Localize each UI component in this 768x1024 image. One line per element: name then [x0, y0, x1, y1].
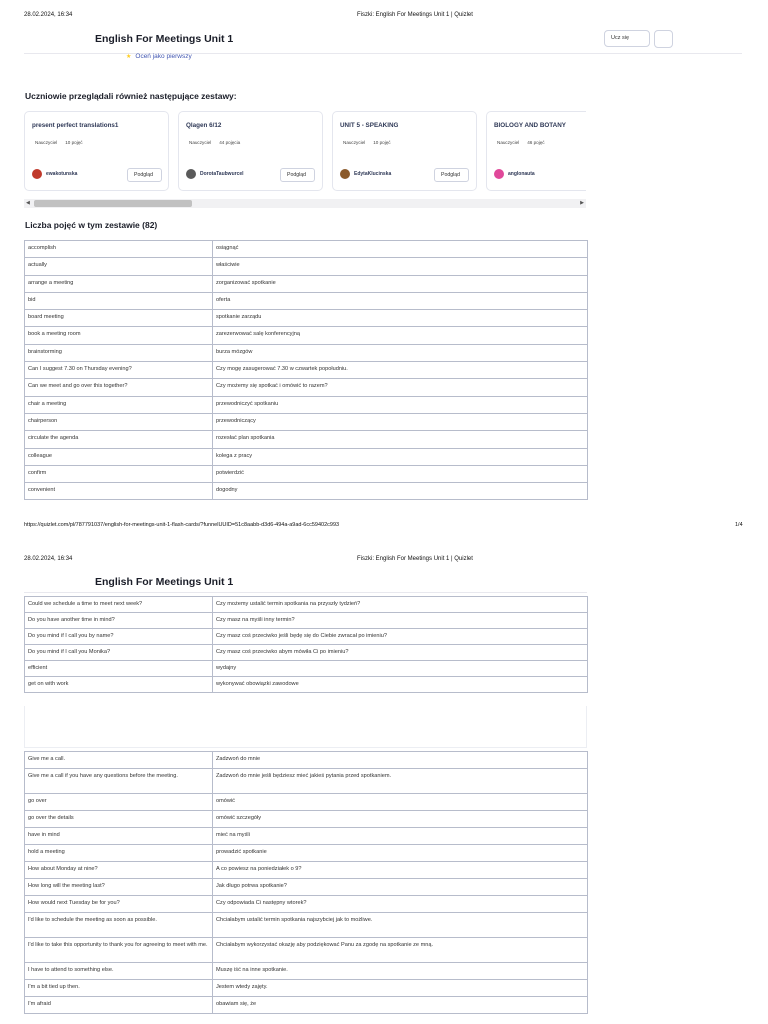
- ad-placeholder: [24, 706, 587, 748]
- term-cell: go over the details: [25, 811, 213, 828]
- term-row: [25, 862, 588, 879]
- definition-cell: Czy możemy ustalić termin spotkania na przyszły tydzień?: [213, 597, 588, 613]
- set-title: English For Meetings Unit 1: [95, 33, 234, 45]
- definition-cell: potwierdzić: [213, 465, 588, 482]
- term-row: [25, 794, 588, 811]
- term-row: [25, 676, 588, 692]
- term-cell: accomplish: [25, 241, 213, 258]
- card-meta: Nauczyciel 46 pojęć: [497, 140, 545, 145]
- term-cell: efficient: [25, 660, 213, 676]
- term-row: [25, 612, 588, 628]
- term-row: [25, 980, 588, 997]
- term-row: [25, 811, 588, 828]
- card-title: present perfect translations1: [32, 122, 119, 129]
- term-cell: Give me a call if you have any questions before the meeting.: [25, 769, 213, 794]
- term-row: [25, 327, 588, 344]
- term-cell: I'm a bit tied up then.: [25, 980, 213, 997]
- term-row: [25, 292, 588, 309]
- definition-cell: mieć na myśli: [213, 828, 588, 845]
- definition-cell: Jak długo potrwa spotkanie?: [213, 879, 588, 896]
- definition-cell: prowadzić spotkanie: [213, 845, 588, 862]
- card-author[interactable]: DorotaTaubwurcel: [200, 171, 244, 177]
- avatar: [494, 169, 504, 179]
- avatar: [340, 169, 350, 179]
- preview-button[interactable]: Podgląd: [434, 168, 469, 182]
- card-meta: Nauczyciel 44 pojęcia: [189, 140, 241, 145]
- definition-cell: Czy odpowiada Ci następny wtorek?: [213, 896, 588, 913]
- term-row: [25, 879, 588, 896]
- related-sets-heading: Uczniowie przeglądali również następujące zestawy:: [25, 91, 237, 101]
- definition-cell: A co powiesz na poniedziałek o 9?: [213, 862, 588, 879]
- scroll-left-icon[interactable]: ◀: [26, 200, 30, 206]
- terms-heading: Liczba pojęć w tym zestawie (82): [25, 220, 158, 230]
- term-cell: board meeting: [25, 310, 213, 327]
- definition-cell: Chciałabym wykorzystać okazję aby podziękować Panu za zgodę na spotkanie ze mną.: [213, 938, 588, 963]
- definition-cell: dogodny: [213, 483, 588, 500]
- term-cell: Do you have another time in mind?: [25, 612, 213, 628]
- term-cell: Can I suggest 7.30 on Thursday evening?: [25, 362, 213, 379]
- term-cell: How long will the meeting last?: [25, 879, 213, 896]
- card-meta: Nauczyciel 10 pojęć: [343, 140, 391, 145]
- term-row: [25, 644, 588, 660]
- definition-cell: przewodniczyć spotkaniu: [213, 396, 588, 413]
- term-cell: have in mind: [25, 828, 213, 845]
- term-row: [25, 845, 588, 862]
- term-cell: Could we schedule a time to meet next week?: [25, 597, 213, 613]
- scroll-thumb[interactable]: [34, 200, 192, 207]
- definition-cell: zorganizować spotkanie: [213, 275, 588, 292]
- header-divider: [24, 592, 587, 593]
- term-cell: chair a meeting: [25, 396, 213, 413]
- card-author[interactable]: ewakotunska: [46, 171, 78, 177]
- definition-cell: Zadzwoń do mnie: [213, 752, 588, 769]
- term-cell: confirm: [25, 465, 213, 482]
- term-row: [25, 448, 588, 465]
- term-row: [25, 913, 588, 938]
- term-cell: Do you mind if I call you by name?: [25, 628, 213, 644]
- definition-cell: Czy mogę zasugerować 7.30 w czwartek popołudniu.: [213, 362, 588, 379]
- print-datetime: 28.02.2024, 16:34: [24, 12, 73, 18]
- term-row: [25, 828, 588, 845]
- term-cell: Can we meet and go over this together?: [25, 379, 213, 396]
- card-title: Qlagen 6/12: [186, 122, 222, 129]
- definition-cell: przewodniczący: [213, 413, 588, 430]
- print-page-number: 1/4: [735, 522, 743, 528]
- definition-cell: Jestem wtedy zajęty.: [213, 980, 588, 997]
- term-row: [25, 465, 588, 482]
- term-row: [25, 396, 588, 413]
- terms-table: [24, 596, 588, 693]
- term-cell: actually: [25, 258, 213, 275]
- rate-link[interactable]: [126, 53, 192, 60]
- definition-cell: Czy masz coś przeciwko jeśli będę się do Ciebie zwracał po imieniu?: [213, 628, 588, 644]
- definition-cell: zarezerwować salę konferencyjną: [213, 327, 588, 344]
- term-row: [25, 963, 588, 980]
- term-cell: arrange a meeting: [25, 275, 213, 292]
- avatar: [186, 169, 196, 179]
- star-icon: ★: [126, 54, 132, 60]
- term-row: [25, 769, 588, 794]
- definition-cell: omówić szczegóły: [213, 811, 588, 828]
- term-row: [25, 628, 588, 644]
- term-row: [25, 258, 588, 275]
- definition-cell: kolega z pracy: [213, 448, 588, 465]
- term-row: [25, 483, 588, 500]
- definition-cell: oferta: [213, 292, 588, 309]
- term-row: [25, 413, 588, 430]
- term-cell: Give me a call.: [25, 752, 213, 769]
- card-title: UNIT 5 - SPEAKING: [340, 122, 399, 129]
- rate-label: Oceń jako pierwszy: [135, 53, 192, 60]
- term-cell: go over: [25, 794, 213, 811]
- card-title: BIOLOGY AND BOTANY: [494, 122, 566, 129]
- term-row: [25, 997, 588, 1014]
- term-cell: Do you mind if I call you Monika?: [25, 644, 213, 660]
- preview-button[interactable]: Podgląd: [127, 168, 162, 182]
- term-cell: How about Monday at nine?: [25, 862, 213, 879]
- term-cell: How would next Tuesday be for you?: [25, 896, 213, 913]
- term-row: [25, 310, 588, 327]
- term-row: [25, 752, 588, 769]
- card-meta: Nauczyciel 10 pojęć: [35, 140, 83, 145]
- definition-cell: osiągnąć: [213, 241, 588, 258]
- term-row: [25, 275, 588, 292]
- print-datetime: 28.02.2024, 16:34: [24, 556, 73, 562]
- definition-cell: wykonywać obowiązki zawodowe: [213, 676, 588, 692]
- card-author[interactable]: EdytaKlucinska: [354, 171, 392, 177]
- term-cell: I'd like to take this opportunity to thank you for agreeing to meet with me.: [25, 938, 213, 963]
- term-row: [25, 362, 588, 379]
- related-set-card[interactable]: [486, 111, 586, 191]
- term-row: [25, 344, 588, 361]
- definition-cell: Zadzwoń do mnie jeśli będziesz mieć jakieś pytania przed spotkaniem.: [213, 769, 588, 794]
- options-button[interactable]: [654, 30, 673, 48]
- terms-table: [24, 751, 588, 1014]
- term-cell: brainstorming: [25, 344, 213, 361]
- horizontal-scrollbar[interactable]: [24, 199, 586, 208]
- definition-cell: Czy możemy się spotkać i omówić to razem?: [213, 379, 588, 396]
- set-title: English For Meetings Unit 1: [95, 576, 234, 588]
- definition-cell: obawiam się, że: [213, 997, 588, 1014]
- term-cell: I'm afraid: [25, 997, 213, 1014]
- term-row: [25, 938, 588, 963]
- definition-cell: Czy masz na myśli inny termin?: [213, 612, 588, 628]
- term-cell: chairperson: [25, 413, 213, 430]
- term-cell: get on with work: [25, 676, 213, 692]
- print-url: https://quizlet.com/pl/787791037/english-for-meetings-unit-1-flash-cards/?funnelUUID=51c8aabb-d3d6-494a-a9ad-6cc59402c993: [24, 522, 340, 528]
- learn-button[interactable]: Ucz się: [604, 30, 650, 47]
- related-set-card[interactable]: [332, 111, 477, 191]
- definition-cell: właściwie: [213, 258, 588, 275]
- term-row: [25, 379, 588, 396]
- definition-cell: spotkanie zarządu: [213, 310, 588, 327]
- term-row: [25, 241, 588, 258]
- term-cell: colleague: [25, 448, 213, 465]
- term-row: [25, 660, 588, 676]
- term-cell: circulate the agenda: [25, 431, 213, 448]
- related-set-card[interactable]: [178, 111, 323, 191]
- terms-table: [24, 240, 588, 500]
- term-cell: hold a meeting: [25, 845, 213, 862]
- term-row: [25, 597, 588, 613]
- term-cell: convenient: [25, 483, 213, 500]
- preview-button[interactable]: Podgląd: [280, 168, 315, 182]
- term-cell: book a meeting room: [25, 327, 213, 344]
- avatar: [32, 169, 42, 179]
- definition-cell: Muszę iść na inne spotkanie.: [213, 963, 588, 980]
- definition-cell: rozesłać plan spotkania: [213, 431, 588, 448]
- definition-cell: Chciałabym ustalić termin spotkania najszybciej jak to możliwe.: [213, 913, 588, 938]
- scroll-right-icon[interactable]: ▶: [580, 200, 584, 206]
- definition-cell: Czy masz coś przeciwko abym mówiła Ci po imieniu?: [213, 644, 588, 660]
- term-row: [25, 431, 588, 448]
- term-cell: I have to attend to something else.: [25, 963, 213, 980]
- definition-cell: omówić: [213, 794, 588, 811]
- term-cell: I'd like to schedule the meeting as soon as possible.: [25, 913, 213, 938]
- card-author[interactable]: anglonauta: [508, 171, 535, 177]
- term-cell: bid: [25, 292, 213, 309]
- related-set-card[interactable]: [24, 111, 169, 191]
- term-row: [25, 896, 588, 913]
- print-doc-title: Fiszki: English For Meetings Unit 1 | Quizlet: [357, 556, 473, 562]
- definition-cell: burza mózgów: [213, 344, 588, 361]
- definition-cell: wydajny: [213, 660, 588, 676]
- print-doc-title: Fiszki: English For Meetings Unit 1 | Quizlet: [357, 12, 473, 18]
